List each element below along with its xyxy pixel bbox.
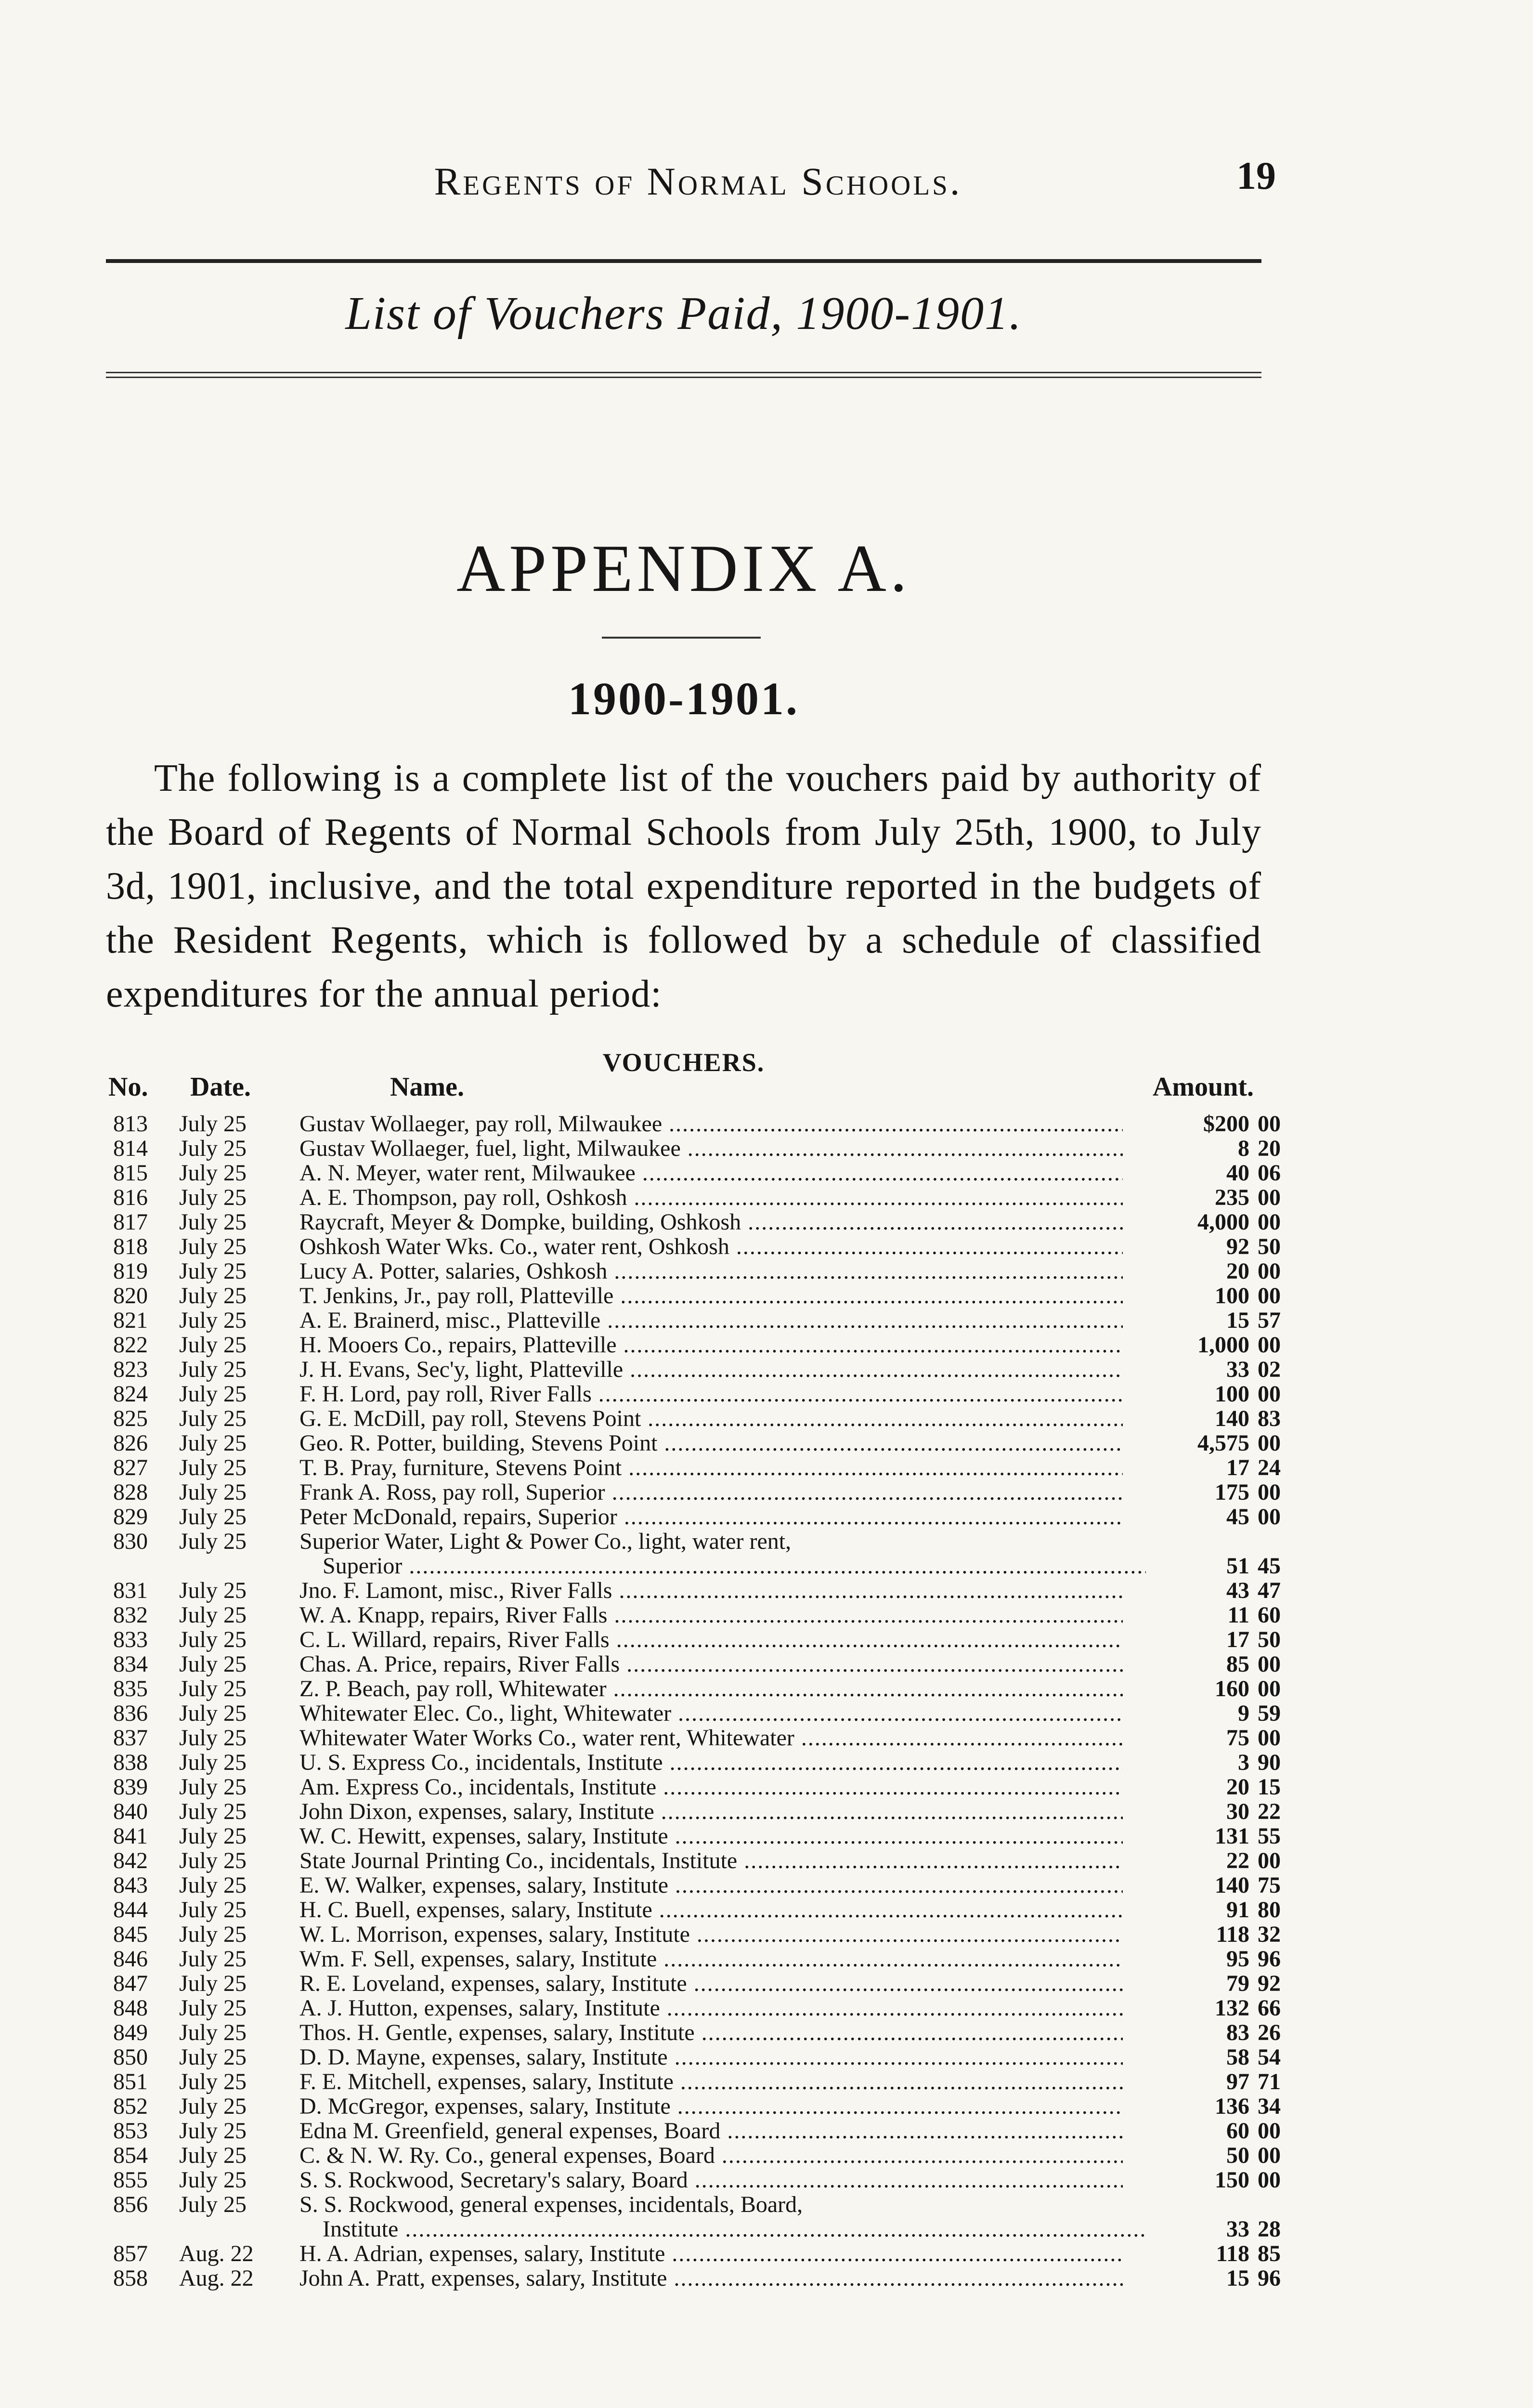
table-row xyxy=(0,1480,1533,1505)
amount-dollars: 58 xyxy=(1226,2044,1249,2070)
table-row xyxy=(0,1824,1533,1848)
voucher-payee: W. C. Hewitt, expenses, salary, Institute ..... xyxy=(299,1824,1123,1848)
voucher-number: 815 xyxy=(113,1160,148,1186)
voucher-number: 846 xyxy=(113,1946,148,1972)
voucher-date: July 25 xyxy=(179,1946,247,1972)
voucher-payee: Z. P. Beach, pay roll, Whitewater ..... xyxy=(299,1676,1123,1701)
voucher-number: 850 xyxy=(113,2044,148,2070)
voucher-date: July 25 xyxy=(179,1381,247,1407)
voucher-date: July 25 xyxy=(179,1479,247,1505)
voucher-payee: T. Jenkins, Jr., pay roll, Platteville ..... xyxy=(299,1283,1123,1308)
year-range: 1900-1901. xyxy=(568,673,799,724)
amount-dollars: 33 xyxy=(1226,2216,1249,2242)
voucher-date: July 25 xyxy=(179,1430,247,1456)
voucher-payee: A. E. Thompson, pay roll, Oshkosh ..... xyxy=(299,1185,1123,1210)
voucher-payee: Whitewater Elec. Co., light, Whitewater ..... xyxy=(299,1701,1123,1726)
table-row xyxy=(0,2119,1533,2143)
voucher-date: July 25 xyxy=(179,1725,247,1751)
voucher-payee: Gustav Wollaeger, fuel, light, Milwaukee ..... xyxy=(299,1136,1123,1161)
amount-cents: 75 xyxy=(1258,1872,1281,1898)
table-row xyxy=(0,1455,1533,1480)
voucher-number: 826 xyxy=(113,1430,148,1456)
voucher-payee: Am. Express Co., incidentals, Institute ..... xyxy=(299,1775,1123,1799)
table-row xyxy=(0,2069,1533,2094)
voucher-payee: Institute ..... xyxy=(323,2217,1146,2241)
voucher-payee: Oshkosh Water Wks. Co., water rent, Oshkosh ..... xyxy=(299,1234,1123,1259)
amount-dollars: 20 xyxy=(1226,1258,1249,1284)
amount-dollars: 91 xyxy=(1226,1897,1249,1923)
table-row xyxy=(0,1701,1533,1726)
voucher-date: July 25 xyxy=(179,2167,247,2193)
voucher-date: July 25 xyxy=(179,1651,247,1677)
table-row xyxy=(0,1382,1533,1406)
voucher-number: 822 xyxy=(113,1332,148,1358)
table-row xyxy=(0,2143,1533,2168)
voucher-payee: C. & N. W. Ry. Co., general expenses, Board ..... xyxy=(299,2143,1123,2168)
amount-cents: 57 xyxy=(1258,1308,1281,1333)
amount-dollars: 4,575 xyxy=(1197,1430,1249,1456)
voucher-number: 847 xyxy=(113,1971,148,1996)
appendix-title: APPENDIX A. xyxy=(456,531,911,606)
amount-cents: 32 xyxy=(1258,1922,1281,1947)
voucher-date: July 25 xyxy=(179,2069,247,2094)
voucher-payee: H. C. Buell, expenses, salary, Institute ..... xyxy=(299,1898,1123,1922)
voucher-date: July 25 xyxy=(179,1799,247,1824)
amount-cents: 85 xyxy=(1258,2241,1281,2266)
voucher-payee: C. L. Willard, repairs, River Falls ..... xyxy=(299,1627,1123,1652)
amount-dollars: 17 xyxy=(1226,1627,1249,1652)
amount-cents: 34 xyxy=(1258,2094,1281,2119)
voucher-number: 817 xyxy=(113,1209,148,1235)
table-row xyxy=(0,1431,1533,1455)
voucher-payee: Superior Water, Light & Power Co., light, water rent, xyxy=(299,1529,792,1554)
table-row xyxy=(0,1259,1533,1283)
voucher-number: 837 xyxy=(113,1725,148,1751)
voucher-date: July 25 xyxy=(179,1750,247,1775)
voucher-payee: J. H. Evans, Sec'y, light, Platteville ..... xyxy=(299,1357,1123,1382)
amount-cents: 00 xyxy=(1258,1381,1281,1407)
table-row xyxy=(0,1873,1533,1898)
amount-dollars: 100 xyxy=(1215,1283,1249,1309)
table-row xyxy=(0,1529,1533,1554)
amount-cents: 00 xyxy=(1258,1283,1281,1309)
table-row xyxy=(0,1283,1533,1308)
voucher-number: 829 xyxy=(113,1504,148,1530)
amount-cents: 02 xyxy=(1258,1357,1281,1382)
voucher-number: 839 xyxy=(113,1774,148,1800)
voucher-payee: Superior ..... xyxy=(323,1554,1146,1578)
amount-dollars: 83 xyxy=(1226,2020,1249,2045)
amount-dollars: 20 xyxy=(1226,1774,1249,1800)
table-row xyxy=(0,2241,1533,2266)
amount-cents: 28 xyxy=(1258,2216,1281,2242)
voucher-date: July 25 xyxy=(179,1529,247,1554)
table-row xyxy=(0,1210,1533,1234)
table-row xyxy=(0,2168,1533,2192)
voucher-number: 852 xyxy=(113,2094,148,2119)
table-row xyxy=(0,1799,1533,1824)
table-row xyxy=(0,2192,1533,2217)
voucher-number: 816 xyxy=(113,1185,148,1210)
amount-cents: 55 xyxy=(1258,1823,1281,1849)
voucher-payee: State Journal Printing Co., incidentals, Institute ..... xyxy=(299,1848,1123,1873)
table-row xyxy=(0,1161,1533,1185)
amount-cents: 00 xyxy=(1258,1676,1281,1701)
table-row xyxy=(0,1750,1533,1775)
header-rule-top xyxy=(106,259,1261,263)
amount-dollars: 22 xyxy=(1226,1848,1249,1873)
voucher-number: 842 xyxy=(113,1848,148,1873)
amount-cents: 00 xyxy=(1258,1185,1281,1210)
amount-dollars: 140 xyxy=(1215,1406,1249,1431)
table-row xyxy=(0,1357,1533,1382)
voucher-payee: Peter McDonald, repairs, Superior ..... xyxy=(299,1505,1123,1529)
intro-paragraph: The following is a complete list of the vouchers paid by authority of the Board of Regents of Normal Schools from July 25th, 1900, to July 3d, 1901, inclusive, and the total expenditure reported in the budgets of the Resident Regents, which is followed by a schedule of classified expenditures for the annual period: xyxy=(106,757,1261,1015)
amount-cents: 26 xyxy=(1258,2020,1281,2045)
voucher-date: July 25 xyxy=(179,1136,247,1161)
amount-dollars: 45 xyxy=(1226,1504,1249,1530)
table-row xyxy=(0,1898,1533,1922)
amount-dollars: 136 xyxy=(1215,2094,1249,2119)
table-row xyxy=(0,1112,1533,1136)
running-header xyxy=(106,154,1276,212)
voucher-date: July 25 xyxy=(179,1160,247,1186)
voucher-date: July 25 xyxy=(179,1308,247,1333)
voucher-date: July 25 xyxy=(179,1332,247,1358)
voucher-date: July 25 xyxy=(179,1676,247,1701)
amount-cents: 71 xyxy=(1258,2069,1281,2094)
voucher-number: 836 xyxy=(113,1701,148,1726)
amount-dollars: 60 xyxy=(1226,2118,1249,2144)
voucher-date: July 25 xyxy=(179,1185,247,1210)
amount-cents: 24 xyxy=(1258,1455,1281,1480)
voucher-number: 851 xyxy=(113,2069,148,2094)
amount-dollars: 51 xyxy=(1226,1553,1249,1579)
voucher-payee: S. S. Rockwood, general expenses, incidentals, Board, xyxy=(299,2192,803,2217)
amount-dollars: 175 xyxy=(1215,1479,1249,1505)
voucher-date: July 25 xyxy=(179,1258,247,1284)
voucher-date: July 25 xyxy=(179,2143,247,2168)
voucher-date: July 25 xyxy=(179,1922,247,1947)
column-header-no: No. xyxy=(108,1072,148,1102)
table-row xyxy=(0,1775,1533,1799)
voucher-number: 827 xyxy=(113,1455,148,1480)
amount-cents: 00 xyxy=(1258,1332,1281,1358)
voucher-payee: John A. Pratt, expenses, salary, Institute ..... xyxy=(299,2266,1123,2290)
page-subtitle: List of Vouchers Paid, 1900-1901. xyxy=(345,288,1022,340)
amount-cents: 00 xyxy=(1258,1209,1281,1235)
voucher-payee: Geo. R. Potter, building, Stevens Point ..... xyxy=(299,1431,1123,1455)
voucher-number: 833 xyxy=(113,1627,148,1652)
amount-dollars: 160 xyxy=(1215,1676,1249,1701)
amount-cents: 00 xyxy=(1258,1479,1281,1505)
table-row xyxy=(0,1848,1533,1873)
voucher-date: July 25 xyxy=(179,1701,247,1726)
voucher-payee: E. W. Walker, expenses, salary, Institute ..... xyxy=(299,1873,1123,1898)
amount-dollars: 33 xyxy=(1226,1357,1249,1382)
table-row-continuation xyxy=(0,2217,1533,2241)
amount-dollars: 17 xyxy=(1226,1455,1249,1480)
voucher-payee: H. Mooers Co., repairs, Platteville ..... xyxy=(299,1333,1123,1357)
vouchers-heading: VOUCHERS. xyxy=(602,1048,765,1077)
voucher-number: 824 xyxy=(113,1381,148,1407)
voucher-date: July 25 xyxy=(179,1455,247,1480)
amount-cents: 92 xyxy=(1258,1971,1281,1996)
amount-cents: 59 xyxy=(1258,1701,1281,1726)
amount-cents: 00 xyxy=(1258,1504,1281,1530)
voucher-payee: W. L. Morrison, expenses, salary, Institute ..... xyxy=(299,1922,1123,1947)
table-row xyxy=(0,2020,1533,2045)
amount-dollars: 11 xyxy=(1227,1602,1249,1628)
amount-dollars: 100 xyxy=(1215,1381,1249,1407)
amount-cents: 50 xyxy=(1258,1234,1281,1259)
amount-cents: 00 xyxy=(1258,1725,1281,1751)
voucher-number: 813 xyxy=(113,1111,148,1137)
voucher-payee: John Dixon, expenses, salary, Institute ..... xyxy=(299,1799,1123,1824)
voucher-number: 843 xyxy=(113,1872,148,1898)
voucher-number: 857 xyxy=(113,2241,148,2266)
amount-dollars: 50 xyxy=(1226,2143,1249,2168)
voucher-number: 835 xyxy=(113,1676,148,1701)
voucher-date: July 25 xyxy=(179,1872,247,1898)
voucher-date: July 25 xyxy=(179,1995,247,2021)
voucher-date: July 25 xyxy=(179,1602,247,1628)
amount-cents: 00 xyxy=(1258,1430,1281,1456)
voucher-number: 834 xyxy=(113,1651,148,1677)
amount-cents: 00 xyxy=(1258,2118,1281,2144)
table-row xyxy=(0,1603,1533,1627)
voucher-number: 849 xyxy=(113,2020,148,2045)
amount-dollars: 92 xyxy=(1226,1234,1249,1259)
column-header-date: Date. xyxy=(190,1072,251,1102)
voucher-payee: U. S. Express Co., incidentals, Institute ..... xyxy=(299,1750,1123,1775)
voucher-date: July 25 xyxy=(179,1504,247,1530)
amount-cents: 00 xyxy=(1258,1848,1281,1873)
voucher-number: 844 xyxy=(113,1897,148,1923)
amount-dollars: 8 xyxy=(1238,1136,1249,1161)
amount-cents: 90 xyxy=(1258,1750,1281,1775)
amount-dollars: 235 xyxy=(1215,1185,1249,1210)
voucher-number: 828 xyxy=(113,1479,148,1505)
table-row xyxy=(0,1234,1533,1259)
amount-dollars: 132 xyxy=(1215,1995,1249,2021)
amount-dollars: 118 xyxy=(1216,1922,1249,1947)
voucher-date: July 25 xyxy=(179,1774,247,1800)
table-row xyxy=(0,1627,1533,1652)
voucher-date: July 25 xyxy=(179,1234,247,1259)
table-row-continuation xyxy=(0,1554,1533,1578)
table-row xyxy=(0,1922,1533,1947)
table-row xyxy=(0,1136,1533,1161)
voucher-date: July 25 xyxy=(179,2118,247,2144)
running-title: Regents of Normal Schools. xyxy=(434,159,962,203)
voucher-payee: F. H. Lord, pay roll, River Falls ..... xyxy=(299,1382,1123,1406)
voucher-number: 848 xyxy=(113,1995,148,2021)
amount-dollars: 85 xyxy=(1226,1651,1249,1677)
amount-dollars: 150 xyxy=(1215,2167,1249,2193)
amount-cents: 45 xyxy=(1258,1553,1281,1579)
amount-cents: 50 xyxy=(1258,1627,1281,1652)
voucher-payee: Raycraft, Meyer & Dompke, building, Oshkosh ..... xyxy=(299,1210,1123,1234)
table-row xyxy=(0,1996,1533,2020)
amount-dollars: 15 xyxy=(1226,2265,1249,2291)
header-rule-bottom xyxy=(106,372,1261,373)
table-row xyxy=(0,2266,1533,2290)
voucher-date: July 25 xyxy=(179,2044,247,2070)
voucher-date: July 25 xyxy=(179,1971,247,1996)
voucher-payee: Gustav Wollaeger, pay roll, Milwaukee ..... xyxy=(299,1112,1123,1136)
voucher-payee: A. E. Brainerd, misc., Platteville ..... xyxy=(299,1308,1123,1333)
table-row xyxy=(0,1308,1533,1333)
amount-cents: 00 xyxy=(1258,1258,1281,1284)
voucher-number: 838 xyxy=(113,1750,148,1775)
voucher-date: Aug. 22 xyxy=(179,2241,254,2266)
amount-dollars: 118 xyxy=(1216,2241,1249,2266)
amount-dollars: $200 xyxy=(1203,1111,1249,1137)
voucher-payee: Whitewater Water Works Co., water rent, Whitewater ..... xyxy=(299,1726,1123,1750)
column-header-name: Name. xyxy=(390,1072,464,1102)
amount-cents: 96 xyxy=(1258,1946,1281,1972)
voucher-payee: Lucy A. Potter, salaries, Oshkosh ..... xyxy=(299,1259,1123,1283)
voucher-payee: Thos. H. Gentle, expenses, salary, Institute ..... xyxy=(299,2020,1123,2045)
amount-cents: 22 xyxy=(1258,1799,1281,1824)
voucher-number: 845 xyxy=(113,1922,148,1947)
amount-cents: 83 xyxy=(1258,1406,1281,1431)
voucher-number: 819 xyxy=(113,1258,148,1284)
amount-cents: 00 xyxy=(1258,1111,1281,1137)
table-row xyxy=(0,1505,1533,1529)
voucher-payee: T. B. Pray, furniture, Stevens Point ..... xyxy=(299,1455,1123,1480)
voucher-number: 832 xyxy=(113,1602,148,1628)
voucher-payee: D. McGregor, expenses, salary, Institute ..... xyxy=(299,2094,1123,2119)
amount-dollars: 43 xyxy=(1226,1578,1249,1603)
table-row xyxy=(0,1676,1533,1701)
voucher-number: 853 xyxy=(113,2118,148,2144)
voucher-date: July 25 xyxy=(179,1823,247,1849)
amount-dollars: 15 xyxy=(1226,1308,1249,1333)
table-row xyxy=(0,1947,1533,1971)
voucher-payee: G. E. McDill, pay roll, Stevens Point ..... xyxy=(299,1406,1123,1431)
amount-dollars: 40 xyxy=(1226,1160,1249,1186)
amount-cents: 20 xyxy=(1258,1136,1281,1161)
voucher-payee: Edna M. Greenfield, general expenses, Board ..... xyxy=(299,2119,1123,2143)
amount-dollars: 4,000 xyxy=(1197,1209,1249,1235)
amount-dollars: 79 xyxy=(1226,1971,1249,1996)
column-header-amount: Amount. xyxy=(1152,1072,1254,1102)
voucher-date: July 25 xyxy=(179,1897,247,1923)
voucher-number: 825 xyxy=(113,1406,148,1431)
voucher-payee: A. N. Meyer, water rent, Milwaukee ..... xyxy=(299,1161,1123,1185)
table-row xyxy=(0,1333,1533,1357)
amount-cents: 60 xyxy=(1258,1602,1281,1628)
amount-cents: 00 xyxy=(1258,1651,1281,1677)
table-row xyxy=(0,1406,1533,1431)
voucher-payee: D. D. Mayne, expenses, salary, Institute ..... xyxy=(299,2045,1123,2069)
amount-cents: 54 xyxy=(1258,2044,1281,2070)
voucher-date: July 25 xyxy=(179,1357,247,1382)
table-row xyxy=(0,2094,1533,2119)
table-row xyxy=(0,1578,1533,1603)
table-row xyxy=(0,2045,1533,2069)
amount-cents: 00 xyxy=(1258,2167,1281,2193)
voucher-payee: W. A. Knapp, repairs, River Falls ..... xyxy=(299,1603,1123,1627)
voucher-number: 821 xyxy=(113,1308,148,1333)
voucher-date: July 25 xyxy=(179,2094,247,2119)
amount-dollars: 75 xyxy=(1226,1725,1249,1751)
voucher-number: 823 xyxy=(113,1357,148,1382)
voucher-date: July 25 xyxy=(179,1209,247,1235)
table-row xyxy=(0,1185,1533,1210)
voucher-payee: A. J. Hutton, expenses, salary, Institute ..... xyxy=(299,1996,1123,2020)
amount-cents: 15 xyxy=(1258,1774,1281,1800)
voucher-date: July 25 xyxy=(179,1848,247,1873)
table-row xyxy=(0,1652,1533,1676)
amount-dollars: 30 xyxy=(1226,1799,1249,1824)
header-rule-bottom-double xyxy=(106,377,1261,378)
amount-dollars: 9 xyxy=(1238,1701,1249,1726)
voucher-number: 856 xyxy=(113,2192,148,2217)
voucher-payee: S. S. Rockwood, Secretary's salary, Board ..... xyxy=(299,2168,1123,2192)
voucher-date: July 25 xyxy=(179,2020,247,2045)
voucher-date: July 25 xyxy=(179,1406,247,1431)
amount-dollars: 1,000 xyxy=(1197,1332,1249,1358)
amount-dollars: 95 xyxy=(1226,1946,1249,1972)
voucher-date: July 25 xyxy=(179,1283,247,1309)
table-row xyxy=(0,1971,1533,1996)
voucher-payee: R. E. Loveland, expenses, salary, Institute ..... xyxy=(299,1971,1123,1996)
voucher-number: 820 xyxy=(113,1283,148,1309)
title-separator xyxy=(602,637,761,639)
amount-cents: 47 xyxy=(1258,1578,1281,1603)
amount-dollars: 3 xyxy=(1238,1750,1249,1775)
voucher-date: July 25 xyxy=(179,1111,247,1137)
amount-dollars: 97 xyxy=(1226,2069,1249,2094)
voucher-number: 814 xyxy=(113,1136,148,1161)
voucher-number: 831 xyxy=(113,1578,148,1603)
voucher-date: Aug. 22 xyxy=(179,2265,254,2291)
voucher-number: 858 xyxy=(113,2265,148,2291)
page-number: 19 xyxy=(1236,154,1276,197)
amount-dollars: 131 xyxy=(1215,1823,1249,1849)
amount-cents: 06 xyxy=(1258,1160,1281,1186)
voucher-number: 854 xyxy=(113,2143,148,2168)
voucher-number: 841 xyxy=(113,1823,148,1849)
voucher-payee: Wm. F. Sell, expenses, salary, Institute ..... xyxy=(299,1947,1123,1971)
voucher-number: 818 xyxy=(113,1234,148,1259)
voucher-payee: Chas. A. Price, repairs, River Falls ..... xyxy=(299,1652,1123,1676)
amount-cents: 66 xyxy=(1258,1995,1281,2021)
voucher-payee: H. A. Adrian, expenses, salary, Institute ..... xyxy=(299,2241,1123,2266)
amount-cents: 80 xyxy=(1258,1897,1281,1923)
voucher-payee: Frank A. Ross, pay roll, Superior ..... xyxy=(299,1480,1123,1505)
table-row xyxy=(0,1726,1533,1750)
voucher-payee: F. E. Mitchell, expenses, salary, Institute ..... xyxy=(299,2069,1123,2094)
voucher-date: July 25 xyxy=(179,1578,247,1603)
amount-cents: 96 xyxy=(1258,2265,1281,2291)
amount-cents: 00 xyxy=(1258,2143,1281,2168)
voucher-number: 855 xyxy=(113,2167,148,2193)
voucher-date: July 25 xyxy=(179,2192,247,2217)
amount-dollars: 140 xyxy=(1215,1872,1249,1898)
voucher-payee: Jno. F. Lamont, misc., River Falls ..... xyxy=(299,1578,1123,1603)
voucher-date: July 25 xyxy=(179,1627,247,1652)
voucher-number: 830 xyxy=(113,1529,148,1554)
voucher-number: 840 xyxy=(113,1799,148,1824)
